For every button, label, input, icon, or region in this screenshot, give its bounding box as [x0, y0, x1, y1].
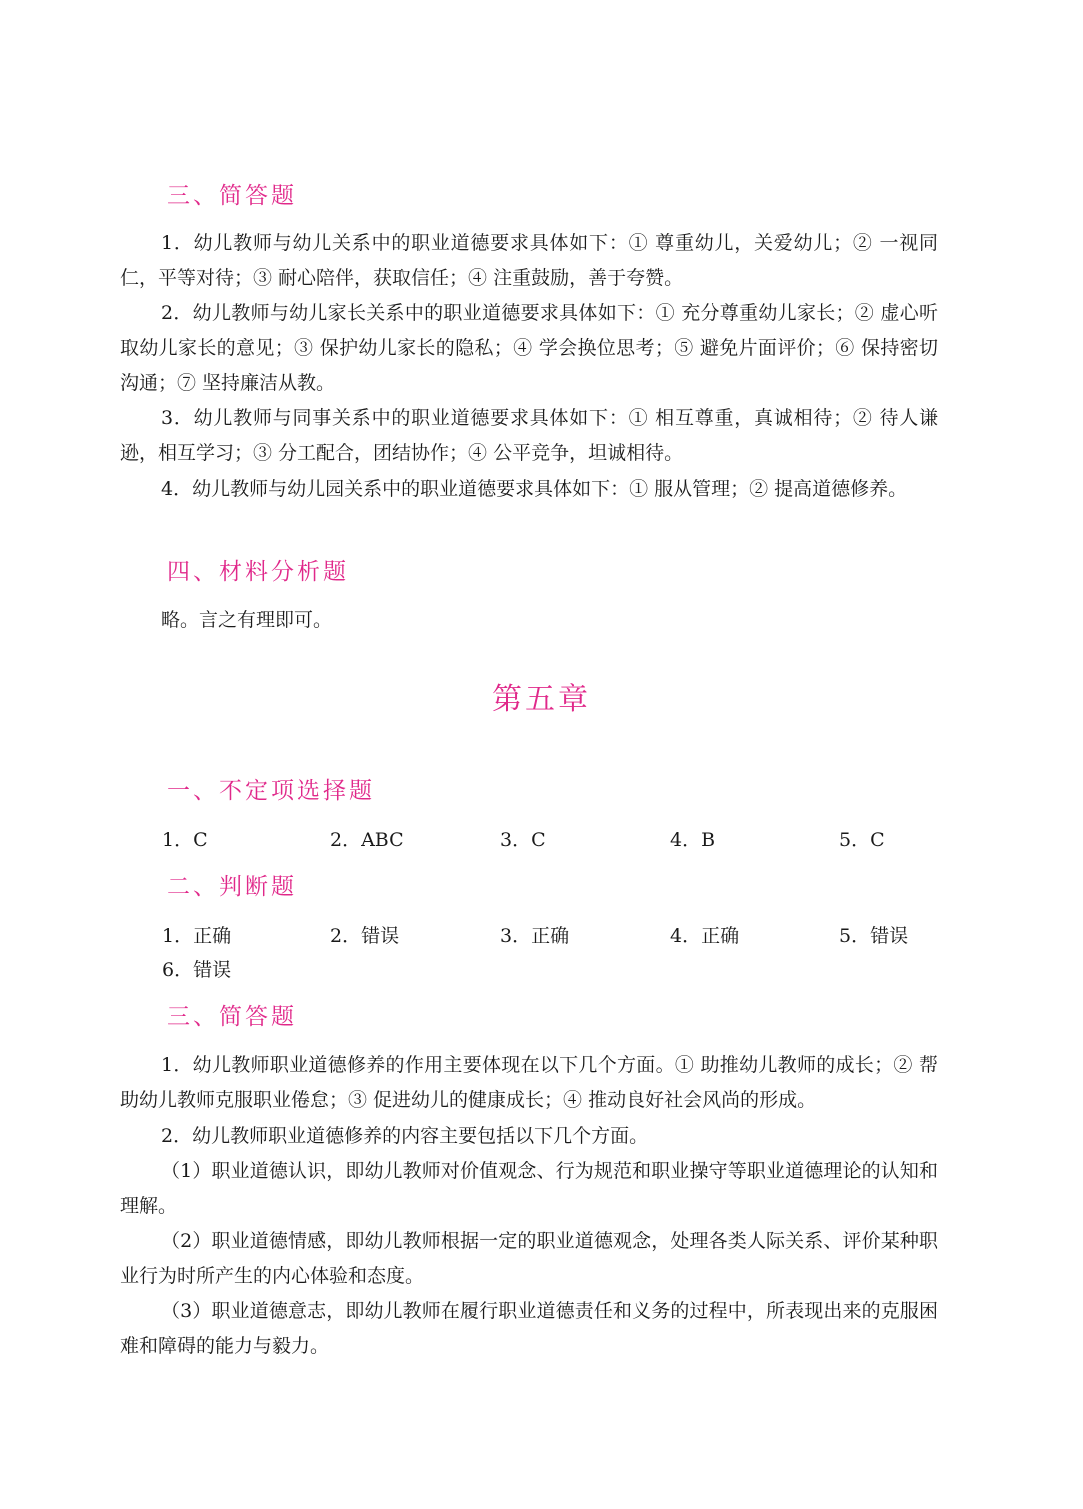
section-heading-choice: 一、不定项选择题: [167, 778, 375, 804]
analysis-answer: 略。言之有理即可。: [161, 609, 333, 631]
choice-answer: 1．C: [162, 829, 208, 851]
choice-answer: 4．B: [670, 829, 716, 851]
judge-answer: 3．正确: [500, 925, 570, 947]
judge-answers: [162, 919, 942, 987]
answer-paragraph: 2．幼儿教师职业道德修养的内容主要包括以下几个方面。: [161, 1125, 649, 1147]
choice-answer: 2．ABC: [330, 829, 404, 851]
chapter-title: 第五章: [492, 682, 591, 717]
section-heading-judge: 二、判断题: [167, 874, 297, 900]
judge-answer: 4．正确: [670, 925, 740, 947]
choice-answer: 5．C: [839, 829, 885, 851]
judge-answer: 6．错误: [162, 959, 232, 981]
section-heading-analysis: 四、材料分析题: [167, 559, 349, 585]
judge-answer: 2．错误: [330, 925, 400, 947]
answer-paragraph: （3）职业道德意志，即幼儿教师在履行职业道德责任和义务的过程中，所表现出来的克服困难和障碍的能力与毅力。: [120, 1300, 938, 1357]
judge-answer: 5．错误: [839, 925, 909, 947]
answer-paragraph: 2．幼儿教师与幼儿家长关系中的职业道德要求具体如下：① 充分尊重幼儿家长；② 虚心听取幼儿家长的意见；③ 保护幼儿家长的隐私；④ 学会换位思考；⑤ 避免片面评价；⑥ 保持密切沟通；⑦ 坚持廉洁从教。: [120, 302, 938, 394]
answer-paragraph: （1）职业道德认识，即幼儿教师对价值观念、行为规范和职业操守等职业道德理论的认知和理解。: [120, 1160, 938, 1217]
answer-paragraph: 3．幼儿教师与同事关系中的职业道德要求具体如下：① 相互尊重，真诚相待；② 待人谦逊，相互学习；③ 分工配合，团结协作；④ 公平竞争，坦诚相待。: [120, 407, 938, 464]
choice-answer: 3．C: [500, 829, 546, 851]
answer-paragraph: 1．幼儿教师职业道德修养的作用主要体现在以下几个方面。① 助推幼儿教师的成长；② 帮助幼儿教师克服职业倦怠；③ 促进幼儿的健康成长；④ 推动良好社会风尚的形成。: [120, 1054, 938, 1111]
choice-answers: [162, 823, 942, 857]
answer-paragraph: 4．幼儿教师与幼儿园关系中的职业道德要求具体如下：① 服从管理；② 提高道德修养。: [161, 478, 908, 500]
judge-answer: 1．正确: [162, 925, 232, 947]
answer-paragraph: （2）职业道德情感，即幼儿教师根据一定的职业道德观念，处理各类人际关系、评价某种职业行为时所产生的内心体验和态度。: [120, 1230, 938, 1287]
answer-paragraph: 1．幼儿教师与幼儿关系中的职业道德要求具体如下：① 尊重幼儿，关爱幼儿；② 一视同仁，平等对待；③ 耐心陪伴，获取信任；④ 注重鼓励，善于夸赞。: [120, 232, 938, 289]
section-heading-short-answer-prev: 三、简答题: [167, 183, 297, 209]
section-heading-short-answer: 三、简答题: [167, 1004, 297, 1030]
